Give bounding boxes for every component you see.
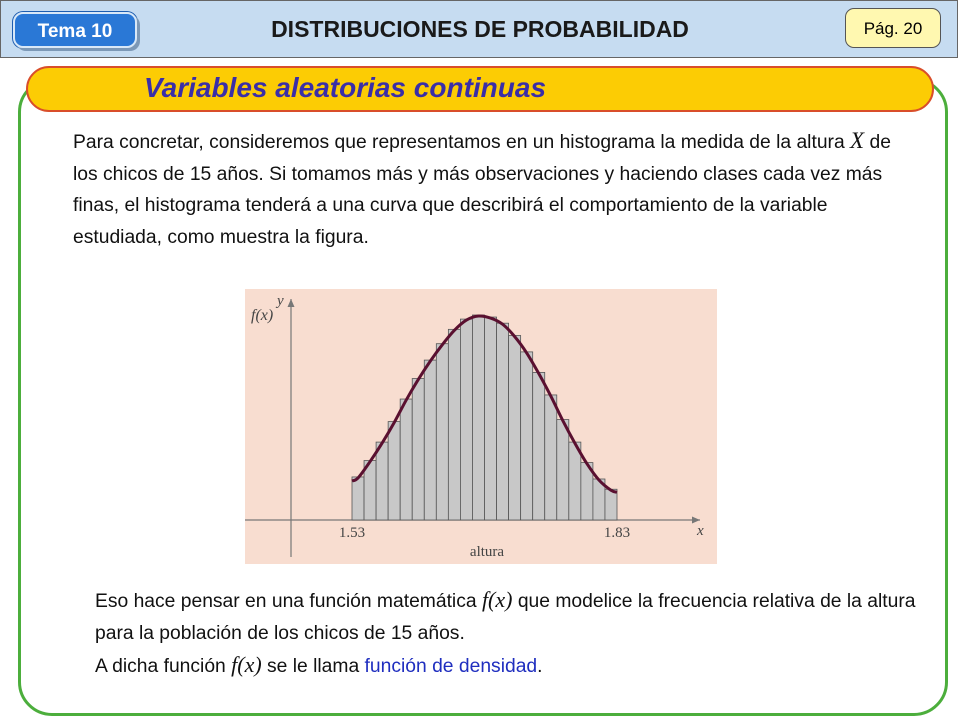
x-axis-letter: x (697, 523, 704, 539)
histogram-bar (388, 422, 400, 520)
histogram-bar (557, 420, 569, 520)
histogram-bar (569, 442, 581, 520)
histogram-bar (605, 489, 617, 520)
histogram-bar (400, 399, 412, 520)
intro-text-2: de los chicos de 15 años. Si tomamos más y más observaciones y haciendo clases cada vez más finas, el histograma tenderá a una curva que describirá el comportamiento de la variable estudiada, como muestra la figura. (73, 132, 891, 248)
histogram-chart (245, 289, 717, 564)
main-title: DISTRIBUCIONES DE PROBABILIDAD (271, 16, 689, 42)
histogram-bar (545, 395, 557, 520)
density-paragraph (95, 584, 925, 683)
page-number-badge: Pág. 20 (845, 8, 941, 48)
histogram-bar (412, 379, 424, 520)
histogram-bar (424, 360, 436, 520)
density-text-1: Eso hace pensar en una función matemática (95, 591, 482, 612)
density-function-term: función de densidad (364, 656, 538, 677)
tick-label-start: 1.53 (338, 525, 366, 541)
density-text-3: A dicha función (95, 656, 232, 677)
histogram-bar (352, 477, 364, 520)
histogram-bar (497, 323, 509, 520)
histogram-bar (376, 442, 388, 520)
y-axis-arrow (288, 299, 295, 307)
y-axis-label: f(x) (251, 307, 274, 324)
density-text-4: se le llama (261, 656, 365, 677)
histogram-bar (509, 336, 521, 521)
section-title: Variables aleatorias continuas (144, 72, 547, 103)
density-sentence-1 (95, 584, 925, 649)
variable-x: X (850, 128, 865, 153)
histogram-bar (485, 317, 497, 520)
histogram-bar (448, 329, 460, 520)
intro-paragraph (73, 125, 913, 253)
histogram-figure (245, 289, 717, 564)
tick-label-end: 1.83 (603, 525, 631, 541)
y-axis-letter: y (277, 293, 284, 309)
histogram-bar (521, 352, 533, 520)
x-axis-title: altura (469, 544, 505, 560)
histogram-bar (436, 344, 448, 520)
histogram-bar (533, 372, 545, 520)
density-sentence-2 (95, 649, 925, 683)
density-text-2: que modelice la frecuencia relativa de la altura para la población de los chicos de 15 años. (95, 591, 916, 644)
histogram-bar (460, 319, 472, 520)
density-text-5: . (537, 656, 543, 677)
fx-inline-2: f(x) (231, 652, 262, 677)
histogram-bar (472, 315, 484, 520)
tema-badge[interactable]: Tema 10 (13, 12, 137, 48)
fx-inline-1: f(x) (481, 587, 513, 612)
intro-text-1: Para concretar, consideremos que representamos en un histograma la medida de la altura (73, 132, 851, 153)
